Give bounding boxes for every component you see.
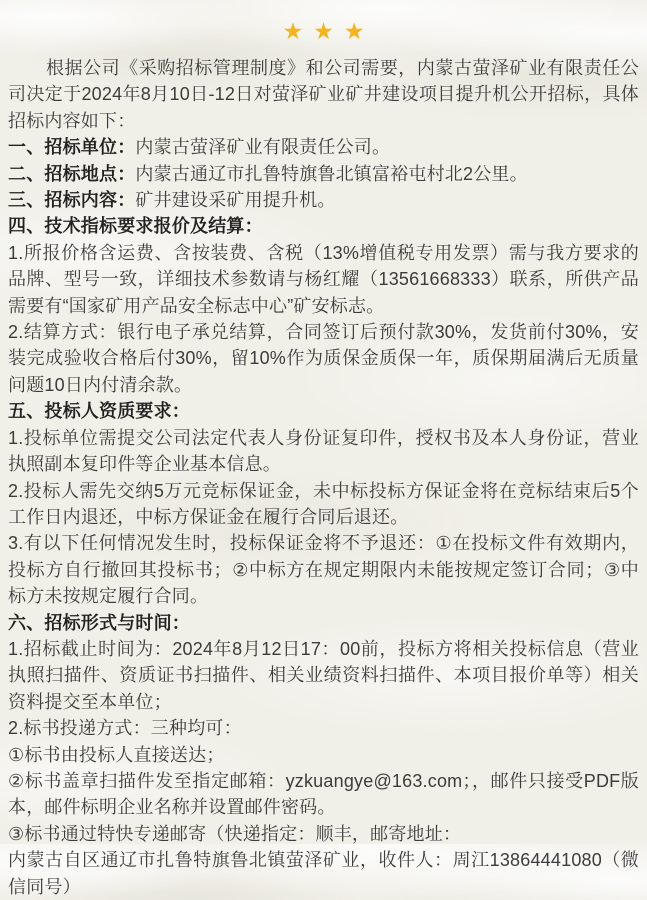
tender-location-label: 二、招标地点： [8,163,136,184]
section-heading-form-time: 六、招标形式与时间： [8,612,190,633]
tender-unit-label: 一、招标单位： [8,137,136,158]
section-heading-qualification: 五、投标人资质要求： [8,401,190,422]
delivery-method-express: ③标书通过特快专递邮寄（快递指定：顺丰，邮寄地址： [8,823,462,844]
form-item-delivery-intro: 2.标书投递方式：三种均可： [8,718,242,739]
qualification-item-documents: 1.投标单位需提交公司法定代表人身份证复印件，授权书及本人身份证，营业执照副本复印件等企业基本信息。 [8,427,639,475]
tender-location-value: 内蒙古通辽市扎鲁特旗鲁北镇富裕屯村北2公里。 [135,163,528,184]
mail-address-line: 内蒙古自区通辽市扎鲁特旗鲁北镇萤泽矿业，收件人：周江13864441080（微信同号） [8,850,639,897]
star-icon: ★ [282,18,304,44]
tender-location-line [8,161,639,187]
stars-decoration [0,15,647,47]
star-icon: ★ [343,18,365,44]
qualification-item-deposit: 2.投标人需先交纳5万元竞标保证金，未中标投标方保证金将在竞标结束后5个工作日内退还，中标方保证金在履行合同后退还。 [8,480,639,527]
tender-content-value: 矿井建设采矿用提升机。 [135,190,336,211]
tender-unit-line [8,134,639,160]
document-body [0,47,647,900]
delivery-method-email: ②标书盖章扫描件发至指定邮箱：yzkuangye@163.com；，邮件只接受PDF版本，邮件标明企业名称并设置邮件密码。 [8,770,639,818]
delivery-method-direct: ①标书由投标人直接送达； [8,744,225,765]
tender-content-line [8,187,639,213]
tender-unit-value: 内蒙古萤泽矿业有限责任公司。 [135,137,391,158]
tech-item-settlement: 2.结算方式：银行电子承兑结算，合同签订后预付款30%，发货前付30%，安装完成验收合格后付30%，留10%作为质保金质保一年，质保期届满后无质量问题10日内付清余款。 [8,322,639,395]
intro-paragraph: 根据公司《采购招标管理制度》和公司需要，内蒙古萤泽矿业有限责任公司决定于2024年8月10日-12日对萤泽矿业矿井建设项目提升机公开招标，具体招标内容如下： [8,58,639,131]
qualification-item-forfeit: 3.有以下任何情况发生时，投标保证金将不予退还：①在投标文件有效期内，投标方自行撤回其投标书；②中标方在规定期限内未能按规定签订合同；③中标方未按规定履行合同。 [8,533,639,607]
star-icon: ★ [313,18,334,44]
tender-announcement-page [0,15,647,900]
section-heading-tech: 四、技术指标要求报价及结算： [8,216,263,237]
tech-item-price: 1.所报价格含运费、含按装费、含税（13%增值税专用发票）需与我方要求的品牌、型号一致，详细技术参数请与杨红耀（13561668333）联系，所供产品需要有“国家矿用产品安全标志中心”矿安标志。 [8,242,639,316]
form-item-deadline: 1.招标截止时间为：2024年8月12日17：00前，投标方将相关投标信息（营业执照扫描件、资质证书扫描件、相关业绩资料扫描件、本项目报价单等）相关资料提交至本单位； [8,638,639,712]
tender-content-label: 三、招标内容： [8,190,136,211]
